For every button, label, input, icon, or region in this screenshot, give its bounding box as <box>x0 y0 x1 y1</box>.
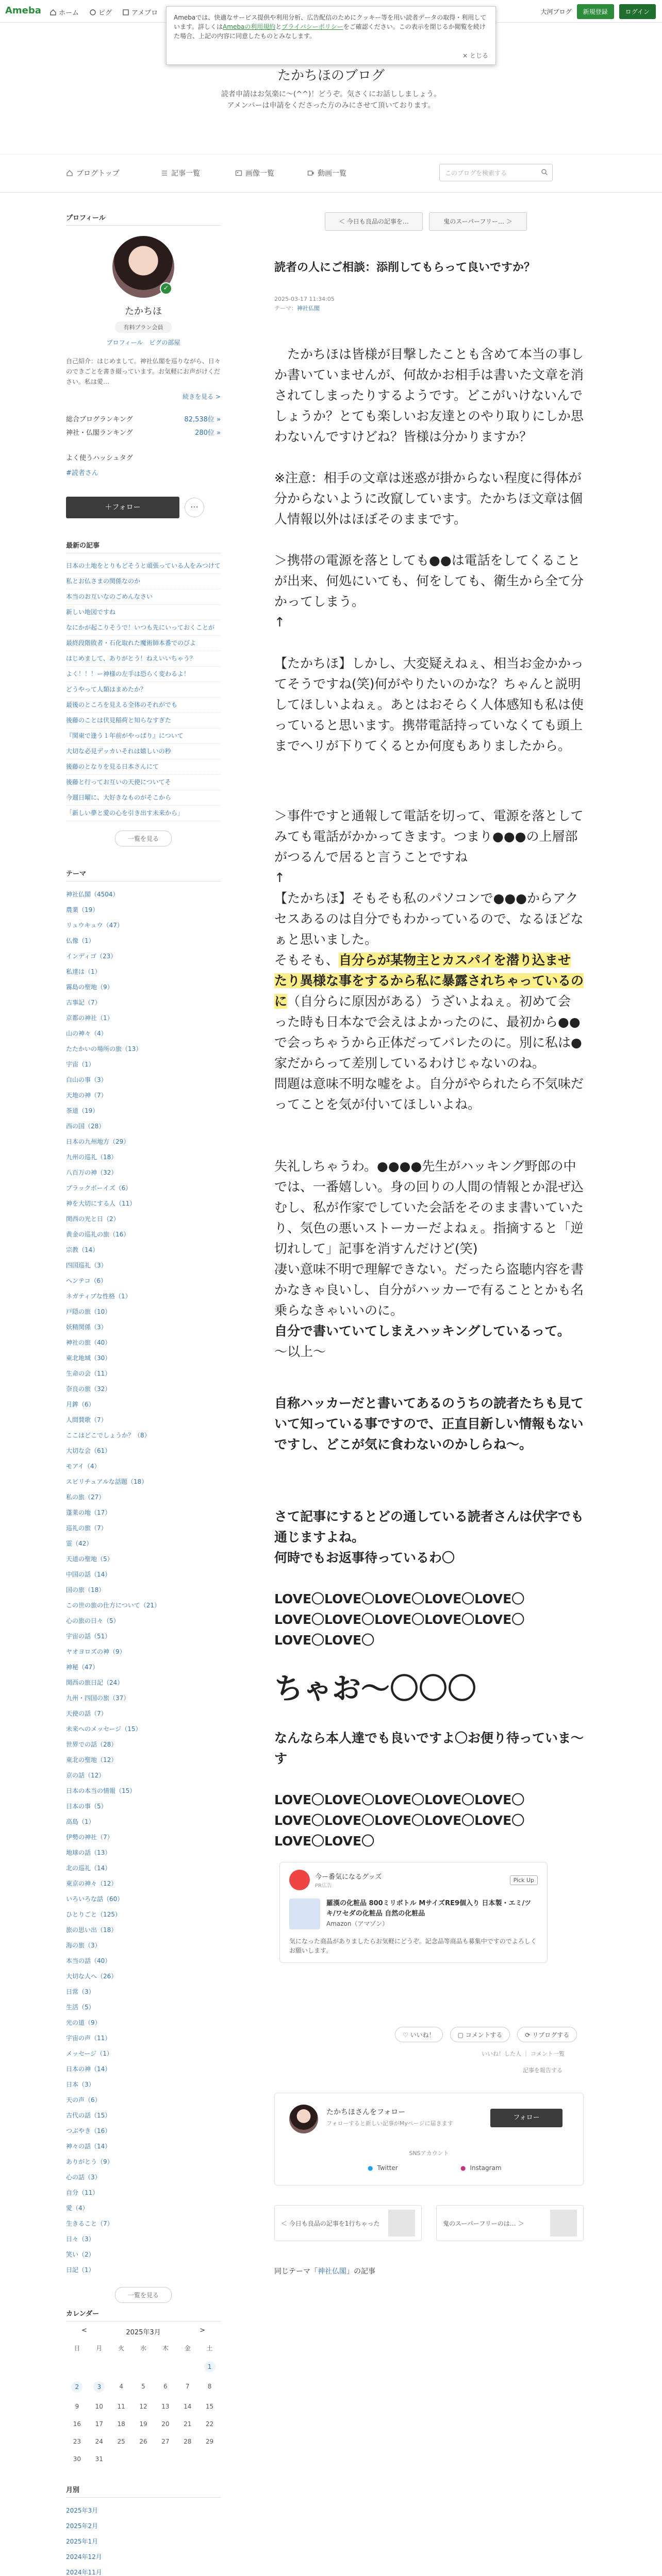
calendar-weekday: 金 <box>184 2345 191 2352</box>
report-link[interactable]: 記事を報告する <box>523 2067 562 2074</box>
theme-more-button[interactable]: 一覧を見る <box>115 2287 172 2303</box>
calendar-day: 8 <box>207 2383 212 2390</box>
calendar-day: 24 <box>95 2438 103 2445</box>
theme-link[interactable]: 日本の九州地方（29） <box>66 1138 130 1145</box>
shop-icon <box>289 1870 310 1890</box>
ranking-row: 総合ブログランキング 82,538位 » <box>66 413 221 427</box>
theme-link[interactable]: 霊（42） <box>66 1540 93 1547</box>
recent-list <box>66 558 221 821</box>
calendar-day: 12 <box>139 2403 147 2410</box>
heart-icon: ♡ <box>403 2031 410 2039</box>
theme-link[interactable]: 宗教（14） <box>66 1246 99 1253</box>
home-icon <box>49 9 57 16</box>
calendar-heading: カレンダー <box>66 2308 221 2321</box>
ad-note: 気になった商品がありましたらお気軽にどうぞ。記念品等商品も募集中ですのでよろしくお願いします。 <box>289 1938 537 1954</box>
recent-entry-link[interactable]: 新しい地図ですね <box>66 605 221 620</box>
theme-link[interactable]: ヘンテコ（6） <box>66 1277 107 1284</box>
theme-link[interactable]: 四国巡礼（3） <box>66 1262 107 1269</box>
blog-nav <box>0 155 662 193</box>
theme-link[interactable]: 古事記（7） <box>66 999 101 1006</box>
home-icon <box>66 170 73 177</box>
theme-link[interactable]: 旅の思い出（18） <box>66 1926 118 1934</box>
instagram-link[interactable]: ● Instagram <box>460 2164 502 2172</box>
ranking-value[interactable]: 280位 » <box>195 429 221 437</box>
theme-link[interactable]: 白山の事（3） <box>66 1076 107 1083</box>
archive-list <box>66 2503 221 2576</box>
ad-header <box>289 1870 538 1890</box>
recent-entries <box>66 540 221 846</box>
theme-link[interactable]: 妖精関係（3） <box>66 1324 107 1331</box>
theme-link[interactable]: 神社仏閣（4504） <box>66 891 119 898</box>
theme-link[interactable]: この世の旅の仕方について（21） <box>66 1602 161 1609</box>
recent-entry-link[interactable]: 後藤のことは伏見稲荷と知らなすぎた <box>66 713 221 728</box>
theme-link[interactable]: 古代の話（15） <box>66 2112 111 2119</box>
recent-entry-link[interactable]: 今週日曜に、大好きなものがそこから <box>66 790 221 806</box>
calendar-day <box>176 2455 198 2463</box>
theme-link[interactable]: 八百万の神（32） <box>66 1169 118 1176</box>
follow-button[interactable]: フォロー <box>490 2109 562 2127</box>
reaction-links[interactable]: いいね！した人 ｜ コメント一覧 <box>482 2050 565 2057</box>
twitter-icon: ● <box>368 2164 373 2172</box>
product-image <box>289 1899 320 1929</box>
profile-avatar[interactable] <box>112 236 174 298</box>
theme-link[interactable]: いろいろな話（60） <box>66 1895 124 1903</box>
theme-link[interactable]: 私の旅（27） <box>66 1494 105 1501</box>
ad-shop: 今ー番気になるグッズ PR広告 <box>315 1873 382 1889</box>
theme-link[interactable]: 日常（3） <box>66 1988 95 1995</box>
article-paragraph: 【たかちほ】しかし、大変疑えねぇ、相当お金かかってそうですね(笑)何がやりたいのかな？ちゃんと説明してほしいよねぇ。あとはおそらく人体感知も私は使っていると思います。携帯電話持っていなくても頭上までヘリが下りてくるとか何度もありましたから。 <box>274 656 584 753</box>
theme-list <box>66 887 221 2278</box>
calendar-day: 13 <box>161 2403 170 2410</box>
theme-link[interactable]: 宇宙（1） <box>66 1061 95 1068</box>
recent-entry-link[interactable]: 最終段階敗者・石化取れた魔術師本番でのびよ <box>66 636 221 651</box>
header-ameblo-link[interactable]: 大河ブログ <box>540 8 572 15</box>
theme-link[interactable]: 大切な人へ（26） <box>66 1973 118 1980</box>
article-theme: テーマ：神社仏閣 <box>274 305 320 312</box>
theme-link[interactable]: 神を大切にする人（11） <box>66 1200 136 1207</box>
theme-link[interactable]: 未来へのメッセージ（15） <box>66 1725 142 1733</box>
theme-link[interactable]: 神秘（47） <box>66 1664 99 1671</box>
article-paragraph: ＞事件ですと通報して電話を切って、電源を落としてみても電話がかかってきます。つまり●●●の上層部がつるんで居ると言うことですね ↑ <box>274 808 584 885</box>
calendar-prev-button[interactable]: < <box>81 2327 87 2334</box>
article-paragraph: そもそも、自分らが某物主とカスパイを潜り込ませたり異様な事をするから私に暴露されちゃっているのに（自分らに原因がある）うざいよねぇ。初めて会った時も日本なで会えはよかったのに、最初から●●で会っちゃうから正体だってバレたのに。別に私は●家だからって差別しているわけじゃないのね。 <box>274 953 584 1071</box>
theme-link[interactable]: 農業（19） <box>66 906 99 913</box>
theme-link[interactable]: 西の国（28） <box>66 1123 105 1130</box>
theme-link[interactable]: たたかいの場所の旅（13） <box>66 1045 142 1053</box>
theme-link[interactable]: ありがとう（9） <box>66 2158 113 2165</box>
recent-entry-link[interactable]: はじめまして、ありがとう！ねえいいちゃう？ <box>66 651 221 667</box>
recent-entry-link[interactable]: 最後のところを見える全体のそれがでも <box>66 698 221 713</box>
profile-name[interactable]: たかちほ <box>125 306 162 317</box>
comment-icon: ▢ <box>457 2031 466 2039</box>
theme-link[interactable]: 伊勢の神社（7） <box>66 1834 113 1841</box>
theme-section <box>66 868 221 2303</box>
archive-month-link[interactable]: 2025年1月 <box>66 2538 98 2545</box>
archive-section <box>66 2484 221 2576</box>
pigg-icon <box>89 9 96 16</box>
calendar-day: 29 <box>205 2438 214 2445</box>
global-nav <box>49 7 158 17</box>
calendar-day[interactable]: 1 <box>204 2361 216 2372</box>
nav-home[interactable]: ホーム <box>49 7 79 17</box>
calendar-day <box>154 2363 176 2372</box>
blog-search-input[interactable] <box>439 164 553 181</box>
calendar-day <box>66 2363 88 2372</box>
calendar-weekday: 土 <box>206 2345 213 2352</box>
calendar-next-button[interactable]: > <box>200 2327 205 2334</box>
nav-ameblo[interactable]: アメブロ <box>122 7 158 17</box>
theme-link[interactable]: 日本の事（5） <box>66 1803 107 1810</box>
theme-link[interactable]: 北の巡礼（14） <box>66 1865 111 1872</box>
highlighted-text: 自分らが某物主とカスパイを潜り込ませたり異様な事をするから私に暴露されちゃっているのに <box>274 953 584 1009</box>
theme-link[interactable]: 京都の神社（1） <box>66 1014 113 1022</box>
theme-link[interactable]: モアイ（4） <box>66 1463 101 1470</box>
theme-link[interactable]: 天地の神（7） <box>66 1092 107 1099</box>
theme-link[interactable]: 東京の神々（12） <box>66 1880 118 1887</box>
premium-badge: 有料プラン会員 <box>115 321 172 333</box>
theme-link[interactable]: 神社仏閣 <box>297 305 320 312</box>
list-icon <box>161 170 168 177</box>
entry-thumbnail <box>550 2210 577 2236</box>
recent-entry-link[interactable]: 本当のお互いなのごめんなさい <box>66 589 221 605</box>
product-source: Amazon（アマゾン） <box>326 1920 389 1927</box>
follow-box <box>274 2093 584 2185</box>
next-entry-card[interactable]: 鬼のスーパーフリーのは… ＞ <box>436 2205 584 2241</box>
main-article <box>274 212 584 2276</box>
terms-link[interactable]: Amebaの利用規約 <box>223 23 276 30</box>
calendar-day: 17 <box>95 2420 103 2428</box>
calendar-day: 5 <box>141 2383 145 2390</box>
theme-link[interactable]: 天道の聖地（5） <box>66 1555 113 1563</box>
theme-link[interactable]: 山の神々（4） <box>66 1030 107 1037</box>
calendar-day <box>198 2455 221 2463</box>
image-icon <box>235 170 242 177</box>
recent-entry-link[interactable]: 後藤のとなりを見る日本さんにて <box>66 759 221 775</box>
calendar-header <box>81 2327 205 2336</box>
article-paragraph: 【たかちほ】そもそも私のパソコンで●●●からアクセスあるのは自分でもわかっているので、なるほどなぁと思いました。 <box>274 891 584 947</box>
theme-link[interactable]: ネガティブな性格（1） <box>66 1293 131 1300</box>
theme-link[interactable]: ヤオヨロズの神（9） <box>66 1648 126 1655</box>
theme-link[interactable]: 心の話（3） <box>66 2174 101 2181</box>
recent-entry-link[interactable]: 『関東で逢う１年前がやっぱり』について <box>66 728 221 744</box>
calendar-weekday: 日 <box>74 2345 80 2352</box>
theme-link[interactable]: 茶道（19） <box>66 1107 99 1114</box>
article-paragraph: さて記事にするとどの通している読者さんは伏字でも通じますよね。 何時でもお返事待っているわ〇 <box>274 1509 584 1565</box>
theme-link[interactable]: 中国の話（14） <box>66 1571 111 1578</box>
next-entry-button[interactable]: 鬼のスーパーフリー… ＞ <box>429 212 527 231</box>
article-paragraph: 問題は意味不明な嘘をよ。自分がやられたら不気味だってことを気が付いてほしいよね。 <box>274 1076 584 1112</box>
calendar-day <box>154 2455 176 2463</box>
ranking-row: 神社・仏閣ランキング 280位 » <box>66 427 221 440</box>
calendar-day: 19 <box>139 2420 147 2428</box>
calendar-day: 23 <box>73 2438 81 2445</box>
calendar-day: 22 <box>205 2420 214 2428</box>
recent-entry-link[interactable]: 後藤と行ってお互いの天使についてそ <box>66 775 221 790</box>
theme-link[interactable]: 光の道（9） <box>66 2019 101 2026</box>
article-paragraph: なんなら本人達でも良いですよ〇お便り待っていま〜す <box>274 1731 584 1766</box>
reblog-button[interactable]: ⟳ リブログする <box>517 2027 577 2042</box>
theme-link[interactable]: 東北の聖地（12） <box>66 1756 118 1764</box>
consent-text-2: と <box>275 23 282 30</box>
instagram-icon: ● <box>460 2164 466 2172</box>
theme-link[interactable]: 日記（1） <box>66 2266 95 2274</box>
archive-month-link[interactable]: 2024年12月 <box>66 2553 102 2561</box>
calendar-month: 2025年3月 <box>126 2329 161 2336</box>
theme-link[interactable]: 笑い（2） <box>66 2251 95 2258</box>
nav-pigg[interactable]: ピグ <box>89 7 112 17</box>
twitter-link[interactable]: ● Twitter <box>368 2164 398 2172</box>
calendar-day: 27 <box>161 2438 170 2445</box>
reblog-icon: ⟳ <box>525 2031 533 2039</box>
article-paragraph: 自称ハッカーだと書いてあるのうちの読者たちも見ていて知っている事ですので、正直目新しい情報もないですし、どこが気に食わないのかしらね〜。 <box>274 1396 584 1452</box>
theme-link[interactable]: 宇宙の声（11） <box>66 2035 111 2042</box>
article-title[interactable]: 読者の人にご相談：添削してもらって良いですか？ <box>274 261 536 274</box>
check-badge-icon: ✓ <box>160 282 172 295</box>
article-paragraph: LOVE〇LOVE〇LOVE〇LOVE〇LOVE〇 LOVE〇LOVE〇LOVE〇LOVE〇LOVE〇 LOVE〇LOVE〇 <box>274 1792 525 1849</box>
theme-link[interactable]: スピリチュアルな話題（18） <box>66 1478 148 1485</box>
same-theme-heading: 同じテーマ「神社仏閣」の記事 <box>274 2267 375 2276</box>
consent-close-button[interactable]: × とじる <box>462 52 488 59</box>
theme-link[interactable]: 戸隠の旅（10） <box>66 1308 111 1315</box>
article-paragraph: ※注意：相手の文章は迷惑が掛からない程度に得体が分からないように改竄しています。たかちほ文章は個人情報以外はほぼそのままです。 <box>274 470 583 527</box>
theme-link[interactable]: リュウキュウ（47） <box>66 922 123 929</box>
calendar-day: 14 <box>184 2403 192 2410</box>
video-icon <box>307 170 315 177</box>
calendar-weekday: 木 <box>162 2345 169 2352</box>
article-paragraph: ＞携帯の電源を落としても●●は電話をしてくることが出来、何処にいても、何をしても、衛生から全て分かってしまう。 ↑ <box>274 553 584 630</box>
article-paragraph: たかちほは皆様が目撃したことも含めて本当の事しか書いていませんが、何故かお相手は書いた文章を消されてしまったりするようです。どこがいけないんでしょうか？とても楽しいお友達とのやり取りにしか思わないんですけどね？皆様は分かりますか？ <box>274 347 584 444</box>
article-date: 2025-03-17 11:34:05 <box>274 296 335 302</box>
calendar-day: 16 <box>73 2420 81 2428</box>
entry-pager-top <box>274 212 584 231</box>
theme-link[interactable]: 国の旅（18） <box>66 1586 105 1594</box>
consent-text-1: Amebaでは、快適なサービス提供や利用分析、広告配信のためにクッキー等を用い読者データの取得・利用しています。詳しくは <box>174 14 487 30</box>
archive-month-link[interactable]: 2024年11月 <box>66 2569 102 2576</box>
calendar-day: 21 <box>184 2420 192 2428</box>
theme-link[interactable]: 愛（4） <box>66 2205 89 2212</box>
recent-entry-link[interactable]: どうやって人類はまめたか？ <box>66 682 221 698</box>
ameba-logo[interactable]: Ameba <box>5 5 41 16</box>
theme-link[interactable]: 日々（3） <box>66 2235 95 2243</box>
theme-link[interactable]: 神々の話（14） <box>66 2143 111 2150</box>
calendar-day: 15 <box>205 2403 214 2410</box>
theme-link[interactable]: ひとりごと（125） <box>66 1911 121 1918</box>
article-big-text: ちゃお〜〇〇〇 <box>274 1672 476 1706</box>
theme-link[interactable]: 黄金の巡礼の旅（16） <box>66 1231 130 1238</box>
article-meta <box>274 295 584 313</box>
calendar-day: 11 <box>117 2403 125 2410</box>
ranking-value[interactable]: 82,538位 » <box>184 416 221 423</box>
calendar-day[interactable]: 2 <box>71 2381 82 2393</box>
theme-link[interactable]: 人間賛歌（7） <box>66 1416 107 1423</box>
theme-link[interactable]: 月鉾（6） <box>66 1401 95 1408</box>
consent-text-3: をご確認ください。この表示を閉じるか閲覧を続けた場合、上記の内容に同意したものとみなします。 <box>174 23 486 40</box>
theme-link[interactable]: 九州・四国の旅（37） <box>66 1694 130 1702</box>
article-paragraph: 失礼しちゃうわ。●●●●先生がハッキング野郎の中では、一番嬉しい。身の回りの人間の情報とか混ぜ込むし、私が作家でしていた会話をそのまま書いていたり、気色の悪いストーカーだよねぇ。指摘すると「逆切れして」記事を消すんだけど(笑) 凄い意味不明で理解できない。だったら盗聴内容を書かなきゃ良いし、自分がハッカーで有ることとかも名乗らなきゃいいのに。 <box>274 1159 584 1318</box>
product-name: 羅漢の化粧品 800ミリボトル MサイズRE9個入り 日本製・エミ/ツキ/ワセダの化粧品 自然の化粧品 <box>326 1900 532 1918</box>
theme-link[interactable]: 日本の神（14） <box>66 2065 111 2073</box>
entry-pager-bottom <box>274 2205 584 2241</box>
search-icon[interactable] <box>541 168 548 176</box>
calendar-weekday: 水 <box>140 2345 146 2352</box>
theme-link[interactable]: 蓬莱の地（17） <box>66 1509 111 1516</box>
blog-desc-line1: 読者申請はお気楽に〜(^^)！どうぞ。気さくにお話ししましょう。 <box>221 90 441 98</box>
theme-link[interactable]: 地球の話（13） <box>66 1849 111 1856</box>
blog-desc-line2: アメンバーは申請をくださった方のみにさせて頂いております。 <box>227 101 435 110</box>
calendar-day: 6 <box>163 2383 168 2390</box>
blog-description <box>0 89 662 111</box>
profile-intro: 自己紹介：はじめまして。神社仏閣を巡りながら、日々のできごとを書き綴っています。お気軽にお声がけください。私は愛… <box>66 358 221 385</box>
recent-entry-link[interactable]: 日本の土地をとりもどそうと頑張っている人をみつけて <box>66 558 221 574</box>
theme-link[interactable]: 京の話（12） <box>66 1772 105 1779</box>
theme-link[interactable]: つぶやき（16） <box>66 2127 111 2134</box>
theme-link[interactable]: 天使の話（7） <box>66 1710 107 1717</box>
nav-blog-top[interactable]: ブログトップ <box>66 168 120 178</box>
calendar <box>66 2308 221 2463</box>
nav-image-list[interactable]: 画像一覧 <box>235 168 274 178</box>
theme-link[interactable]: 神社の旅（40） <box>66 1339 111 1346</box>
theme-link[interactable]: 自分（11） <box>66 2189 99 2196</box>
calendar-day <box>88 2363 110 2372</box>
profile-links[interactable]: プロフィール ピグの部屋 <box>106 339 180 346</box>
pr-ad-card[interactable] <box>279 1862 548 1963</box>
calendar-day: 28 <box>184 2438 192 2445</box>
comment-button[interactable]: ▢ コメントする <box>450 2027 510 2042</box>
theme-link[interactable]: 仏像（1） <box>66 937 95 944</box>
calendar-day: 4 <box>119 2383 123 2390</box>
sidebar-follow <box>66 497 221 518</box>
hashtag-heading: よく使うハッシュタグ <box>66 454 133 462</box>
theme-link[interactable]: 日本の本当の情報（15） <box>66 1787 136 1794</box>
theme-link[interactable]: 私達は（1） <box>66 968 101 975</box>
recent-more-button[interactable]: 一覧を見る <box>115 831 172 846</box>
theme-link[interactable]: 宇宙の話（51） <box>66 1633 111 1640</box>
archive-month-link[interactable]: 2025年3月 <box>66 2507 98 2514</box>
entry-thumbnail <box>388 2210 415 2236</box>
article-paragraph: 〜以上〜 <box>274 1344 326 1359</box>
hashtag-link[interactable]: #読者さん <box>66 469 98 477</box>
blog-icon <box>122 9 129 16</box>
calendar-day <box>133 2363 155 2372</box>
calendar-day: 10 <box>95 2403 103 2410</box>
theme-link[interactable]: 高島（1） <box>66 1818 95 1825</box>
theme-link[interactable]: 東北地域（30） <box>66 1354 111 1362</box>
recent-heading: 最新の記事 <box>66 540 221 553</box>
theme-link[interactable]: インディゴ（23） <box>66 953 117 960</box>
theme-link[interactable]: ここはどこでしょうか？（8） <box>66 1432 151 1439</box>
calendar-day: 18 <box>117 2420 125 2428</box>
theme-link[interactable]: 生命の会（11） <box>66 1370 111 1377</box>
calendar-day <box>133 2455 155 2463</box>
archive-heading: 月別 <box>66 2484 221 2498</box>
theme-link[interactable]: 奈良の旅（32） <box>66 1385 111 1393</box>
avatar[interactable] <box>289 2105 318 2133</box>
theme-link[interactable]: 海の旅（3） <box>66 1942 101 1949</box>
calendar-day: 25 <box>117 2438 125 2445</box>
article-body <box>274 344 584 1852</box>
follow-button[interactable]: ＋フォロー <box>66 497 179 518</box>
theme-link[interactable]: 生活（5） <box>66 2004 95 2011</box>
like-button[interactable]: ♡ いいね！ <box>395 2027 443 2042</box>
recent-entry-link[interactable]: なにかが起こりそうで！いつも先にいっておくことが <box>66 620 221 636</box>
ad-product-text <box>326 1899 538 1929</box>
calendar-day <box>176 2363 198 2372</box>
calendar-weekday: 月 <box>96 2345 103 2352</box>
sidebar <box>66 212 221 2576</box>
theme-link[interactable]: 心の旅の日々（5） <box>66 1617 120 1624</box>
theme-link[interactable]: 関西の光と日（2） <box>66 1215 120 1223</box>
archive-month-link[interactable]: 2025年2月 <box>66 2522 98 2530</box>
calendar-day: 26 <box>139 2438 147 2445</box>
theme-link[interactable]: 霧島の聖地（9） <box>66 984 113 991</box>
theme-link[interactable]: 日本（3） <box>66 2081 95 2088</box>
theme-link[interactable]: 天の声（6） <box>66 2096 101 2104</box>
blog-title[interactable]: たかちほのブログ <box>277 68 385 83</box>
theme-link[interactable]: ブラックボーイズ（6） <box>66 1184 132 1192</box>
calendar-day[interactable]: 3 <box>93 2381 105 2393</box>
theme-link[interactable]: 生きること（7） <box>66 2220 113 2227</box>
calendar-day: 9 <box>75 2403 79 2410</box>
ad-product[interactable] <box>289 1899 538 1929</box>
ad-tag: Pick Up <box>510 1875 538 1885</box>
theme-link[interactable]: 本当の話（40） <box>66 1957 111 1964</box>
login-button[interactable]: ログイン <box>619 4 656 19</box>
more-options-button[interactable]: ⋯ <box>185 498 204 517</box>
profile-heading: プロフィール <box>66 212 221 226</box>
theme-link[interactable]: メッセージ（1） <box>66 2050 113 2057</box>
recent-entry-link[interactable]: 大切な必見デッカいそれは嬉しいの秒 <box>66 744 221 759</box>
calendar-grid <box>66 2344 221 2463</box>
calendar-day: 31 <box>95 2455 103 2463</box>
header-actions <box>541 4 656 19</box>
calendar-day: 7 <box>185 2383 190 2390</box>
prev-entry-card[interactable]: ＜ 今日も良品の記事を1行ちゃった <box>274 2205 422 2241</box>
calendar-weekday: 火 <box>118 2345 125 2352</box>
article-paragraph: 自分で書いていてしまえハッキングしているって。 <box>274 1324 570 1338</box>
signup-button[interactable]: 新規登録 <box>577 4 614 19</box>
theme-link[interactable]: 九州の巡礼（18） <box>66 1154 118 1161</box>
follow-box-desc: フォローすると新しい記事がMyページに届きます <box>326 2120 453 2127</box>
cookie-consent-popup <box>166 6 496 65</box>
theme-link[interactable]: 世界での話（28） <box>66 1741 118 1748</box>
search-placeholder: このブログを検索する <box>445 170 507 177</box>
sns-heading: SNSアカウント <box>409 2150 449 2157</box>
reaction-row <box>274 2027 584 2042</box>
profile-more-link[interactable]: 続きを見る > <box>183 393 221 400</box>
calendar-day <box>110 2363 133 2372</box>
calendar-day <box>110 2455 133 2463</box>
recent-entry-link[interactable]: 私とお仏さまの関係なのか <box>66 574 221 589</box>
theme-link[interactable]: 神社仏閣 <box>318 2267 346 2276</box>
nav-video-list[interactable]: 動画一覧 <box>307 168 346 178</box>
prev-entry-button[interactable]: ＜ 今日も良品の記事を… <box>325 212 423 231</box>
ranking-stats <box>66 413 221 440</box>
article-paragraph: LOVE〇LOVE〇LOVE〇LOVE〇LOVE〇 LOVE〇LOVE〇LOVE〇LOVE〇LOVE〇 LOVE〇LOVE〇 <box>274 1591 525 1648</box>
theme-heading: テーマ <box>66 868 221 882</box>
theme-link[interactable]: 関西の旅日記（24） <box>66 1679 124 1686</box>
recent-entry-link[interactable]: よく！！！ー神様の左手は恐らく変わるよ！ <box>66 667 221 682</box>
privacy-link[interactable]: プライバシーポリシー <box>282 23 343 30</box>
theme-link[interactable]: 大切な会（61） <box>66 1447 111 1454</box>
nav-entry-list[interactable]: 記事一覧 <box>161 168 200 178</box>
follow-box-title: たかちほさんをフォロー <box>326 2108 406 2116</box>
recent-entry-link[interactable]: 「新しい夢と愛の心を引き出す未来から」 <box>66 806 221 821</box>
calendar-day: 30 <box>73 2455 81 2463</box>
theme-link[interactable]: 巡礼の旅（7） <box>66 1524 107 1532</box>
calendar-day: 20 <box>161 2420 170 2428</box>
